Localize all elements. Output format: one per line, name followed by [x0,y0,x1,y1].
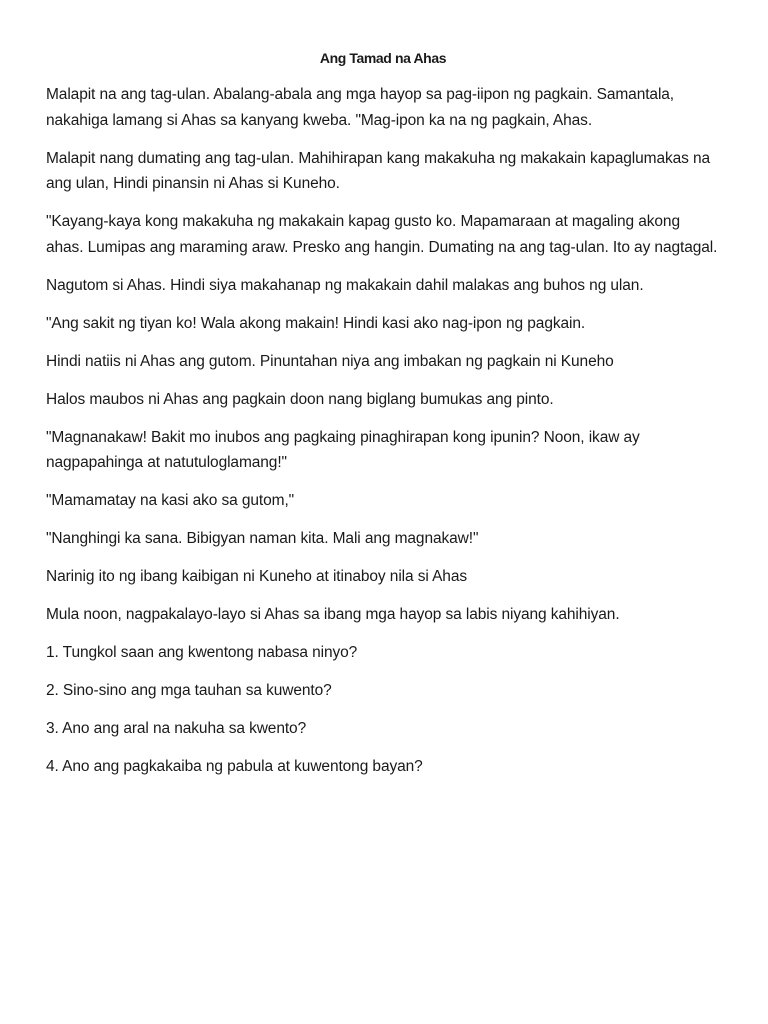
question-4: 4. Ano ang pagkakaiba ng pabula at kuwentong bayan? [46,758,423,775]
paragraph-9: "Mamamatay na kasi ako sa gutom," [46,492,295,509]
paragraph-5: "Ang sakit ng tiyan ko! Wala akong makain! Hindi kasi ako nag-ipon ng pagkain. [46,314,586,332]
question-3: 3. Ano ang aral na nakuha sa kwento? [46,720,307,737]
document-title: Ang Tamad na Ahas [319,50,447,66]
paragraph-1: Malapit na ang tag-ulan. Abalang-abala ang mga hayop sa pag-iipon ng pagkain. Samantala, nakahiga lamang si Ahas sa kanyang kweba. "Mag-ipon ka na ng pagkain, Ahas. [46,86,675,129]
question-2: 2. Sino-sino ang mga tauhan sa kuwento? [46,682,332,699]
paragraph-6: Hindi natiis ni Ahas ang gutom. Pinuntahan niya ang imbakan ng pagkain ni Kuneho [46,352,614,370]
paragraph-2: Malapit nang dumating ang tag-ulan. Mahihirapan kang makakuha ng makakain kapaglumakas na ang ulan, Hindi pinansin ni Ahas si Kuneho. [46,149,711,192]
paragraph-11: Narinig ito ng ibang kaibigan ni Kuneho at itinaboy nila si Ahas [46,568,468,585]
paragraph-12: Mula noon, nagpakalayo-layo si Ahas sa ibang mga hayop sa labis niyang kahihiyan. [46,606,620,623]
paragraph-3: "Kayang-kaya kong makakuha ng makakain kapag gusto ko. Mapamaraan at magaling akong ahas. Lumipas ang maraming araw. Presko ang hangin. Dumating na ang tag-ulan. Ito ay nagtagal. [46,213,718,256]
question-1: 1. Tungkol saan ang kwentong nabasa ninyo? [46,644,358,661]
paragraph-10: "Nanghingi ka sana. Bibigyan naman kita. Mali ang magnakaw!" [46,530,479,547]
paragraph-7: Halos maubos ni Ahas ang pagkain doon nang biglang bumukas ang pinto. [46,390,554,408]
paragraph-4: Nagutom si Ahas. Hindi siya makahanap ng makakain dahil malakas ang buhos ng ulan. [46,276,644,294]
paragraph-8: "Magnanakaw! Bakit mo inubos ang pagkaing pinaghirapan kong ipunin? Noon, ikaw ay nagpapahinga at natutuloglamang!" [46,428,640,471]
